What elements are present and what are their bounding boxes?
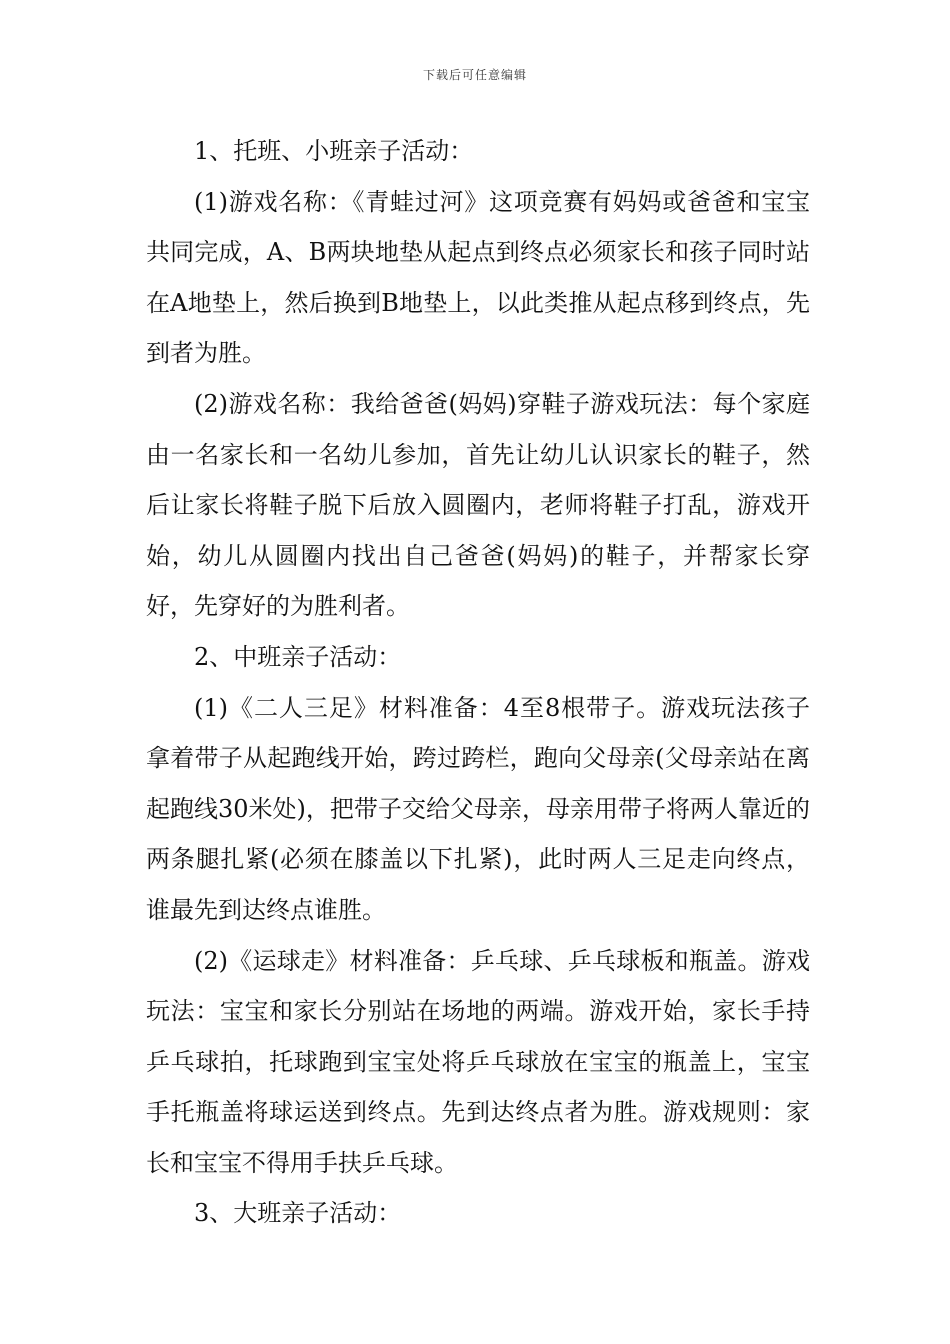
section-heading-middle-class: 2、中班亲子活动： <box>194 642 402 671</box>
section-heading-toddler-small-class: 1、托班、小班亲子活动： <box>194 137 474 165</box>
document-body <box>146 126 810 1239</box>
section-heading-senior-class: 3、大班亲子活动： <box>194 1199 402 1228</box>
paragraph-three-legged-race: (1)《二人三足》材料准备：4至8根带子。游戏玩法孩子拿着带子从起跑线开始，跨过跨栏，跑向父母亲(父母亲站在离起跑线30米处)，把带子交给父母亲，母亲用带子将两人靠近的两条腿扎紧(必须在膝盖以下扎紧)，此时两人三足走向终点，谁最先到达终点谁胜。 <box>146 693 810 924</box>
paragraph-frog-crossing-game: (1)游戏名称：《青蛙过河》这项竞赛有妈妈或爸爸和宝宝共同完成，A、B两块地垫从起点到终点必须家长和孩子同时站在A地垫上，然后换到B地垫上，以此类推从起点移到终点，先到者为胜。 <box>146 187 810 368</box>
paragraph-shoe-game: (2)游戏名称：我给爸爸(妈妈)穿鞋子游戏玩法：每个家庭由一名家长和一名幼儿参加，首先让幼儿认识家长的鞋子，然后让家长将鞋子脱下后放入圆圈内，老师将鞋子打乱，游戏开始，幼儿从圆圈内找出自己爸爸(妈妈)的鞋子，并帮家长穿好，先穿好的为胜利者。 <box>146 389 810 621</box>
header-note: 下载后可任意编辑 <box>422 68 527 82</box>
paragraph-ball-carry-game: (2)《运球走》材料准备：乒乓球、乒乓球板和瓶盖。游戏玩法：宝宝和家长分别站在场地的两端。游戏开始，家长手持乒乓球拍，托球跑到宝宝处将乒乓球放在宝宝的瓶盖上，宝宝手托瓶盖将球运送到终点。先到达终点者为胜。游戏规则：家长和宝宝不得用手扶乒乓球。 <box>146 946 810 1177</box>
